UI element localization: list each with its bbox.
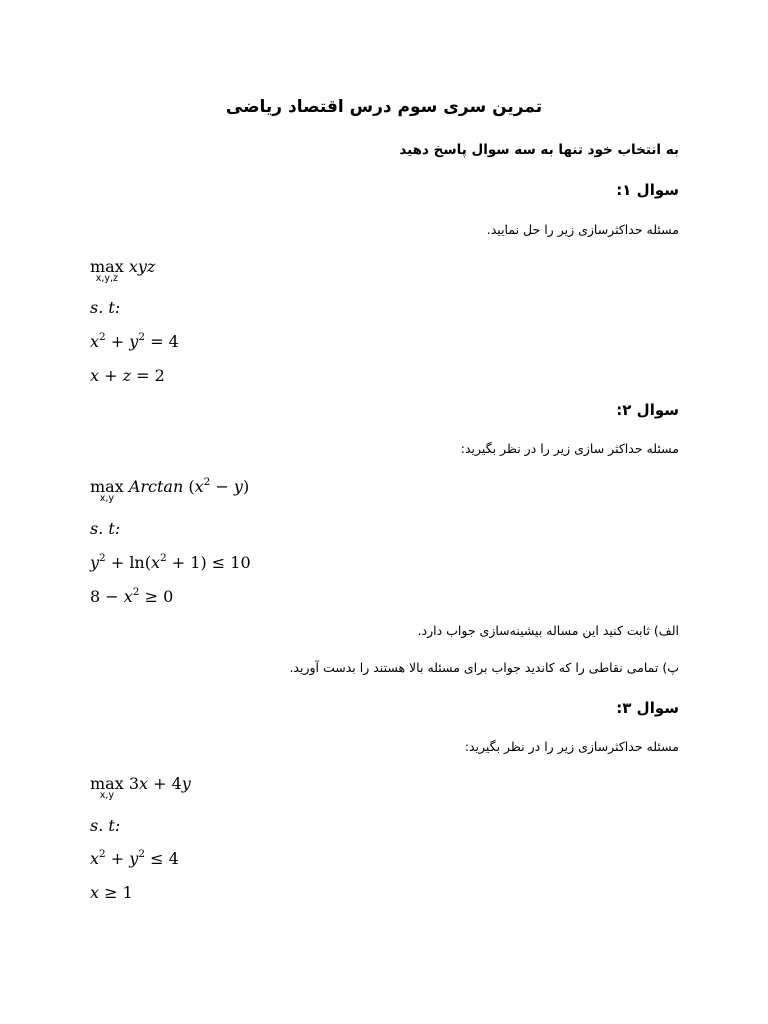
- question-2-st-label: s. t:: [90, 519, 121, 538]
- question-3-heading: سوال ۳:: [616, 699, 679, 717]
- max-subscript-vars: x,y: [99, 790, 114, 801]
- question-1-text: مسئله حداکثرسازی زیر را حل نمایید.: [486, 222, 679, 237]
- max-operator: max x,y: [90, 774, 124, 801]
- question-1-heading: سوال ۱:: [616, 181, 679, 199]
- question-2-constraint-2: $8 - x^2 \ge 0$: [90, 586, 174, 606]
- question-1-objective: [90, 257, 156, 284]
- question-2-heading: سوال ۲:: [616, 401, 679, 419]
- question-1-constraint-2: x + z = 2: [90, 366, 165, 385]
- question-3-constraint-2: x ≥ 1: [90, 883, 133, 902]
- question-1-constraint-1: $x^2 + y^2 = 4$: [90, 331, 179, 351]
- question-1-st-label: s. t:: [90, 298, 121, 317]
- question-2-part-b: پ) تمامی نقاطی را که کاندید جواب برای مسئله بالا هستند را بدست آورید.: [289, 660, 679, 675]
- question-2-part-a: الف) ثابت کنید این مساله بیشینه‌سازی جواب دارد.: [417, 623, 679, 638]
- max-operator: max x,y,z: [90, 257, 124, 284]
- page-title: تمرین سری سوم درس اقتصاد ریاضی: [225, 97, 543, 117]
- question-3-constraint-1: $x^2 + y^2 \le 4$: [90, 848, 179, 868]
- question-2-text: مسئله حداکثر سازی زیر را در نظر بگیرید:: [460, 441, 679, 456]
- max-operator: max x,y: [90, 477, 124, 504]
- max-subscript-vars: x,y: [99, 493, 114, 504]
- instruction-text: به انتخاب خود تنها به سه سوال پاسخ دهید: [399, 142, 679, 158]
- max-subscript-vars: x,y,z: [95, 273, 118, 284]
- question-2-constraint-1: $y^2 + \ln(x^2 + 1) \le 10$: [90, 552, 251, 572]
- question-3-text: مسئله حداکثرسازی زیر را در نظر بگیرید:: [464, 739, 679, 754]
- question-2-objective: max x,y Arctan $(x^2 - y)$: [90, 476, 250, 504]
- question-3-st-label: s. t:: [90, 816, 121, 835]
- question-3-objective: max x,y 3x + 4y: [90, 774, 191, 801]
- objective-expression: xyz: [128, 257, 156, 276]
